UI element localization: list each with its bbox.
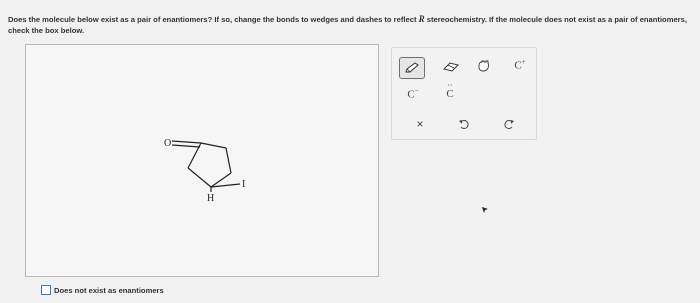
pencil-icon <box>404 62 420 74</box>
mouse-cursor-icon <box>481 206 489 214</box>
bond-ring-4[interactable] <box>226 148 231 173</box>
atom-iodine[interactable]: I <box>242 179 246 190</box>
negative-charge-tool[interactable] <box>401 84 425 104</box>
bond-carbonyl-a[interactable] <box>172 141 201 143</box>
lone-pair-tool[interactable] <box>438 81 462 104</box>
enantiomer-checkbox-row[interactable] <box>41 285 164 295</box>
molecule-drawing <box>26 45 378 276</box>
pencil-tool[interactable] <box>399 57 425 79</box>
question-text-part2: stereochemistry. If the molecule does not exist as a pair of enantiomers, check the box below. <box>8 15 687 35</box>
eraser-tool[interactable] <box>439 57 463 77</box>
undo-icon <box>458 118 470 130</box>
bond-carbonyl-b[interactable] <box>172 145 200 147</box>
positive-charge-label: C+ <box>514 58 526 72</box>
bond-ring-5[interactable] <box>201 143 226 148</box>
eraser-icon <box>442 61 460 73</box>
negative-charge-label: C− <box>407 87 419 101</box>
redo-tool[interactable] <box>497 114 521 134</box>
bond-ring-2[interactable] <box>188 168 211 187</box>
question-text <box>8 14 688 36</box>
drawing-toolbox <box>391 47 537 140</box>
delete-tool[interactable] <box>408 114 432 134</box>
drawing-canvas[interactable] <box>25 44 379 277</box>
redo-icon <box>503 118 515 130</box>
atom-hydrogen[interactable]: H <box>207 193 215 204</box>
lone-pair-label: C ·· <box>446 81 454 100</box>
hand-tool[interactable] <box>472 56 496 76</box>
positive-charge-tool[interactable] <box>508 55 532 75</box>
close-icon: × <box>416 117 424 131</box>
undo-tool[interactable] <box>452 114 476 134</box>
question-text-part1: Does the molecule below exist as a pair of enantiomers? If so, change the bonds to wedges and dashes to reflect <box>8 15 419 24</box>
enantiomer-checkbox[interactable] <box>41 285 51 295</box>
r-stereo-symbol: R <box>418 14 425 24</box>
atom-oxygen[interactable]: O <box>164 138 172 149</box>
enantiomer-checkbox-label: Does not exist as enantiomers <box>54 285 164 295</box>
hand-icon <box>477 60 491 72</box>
